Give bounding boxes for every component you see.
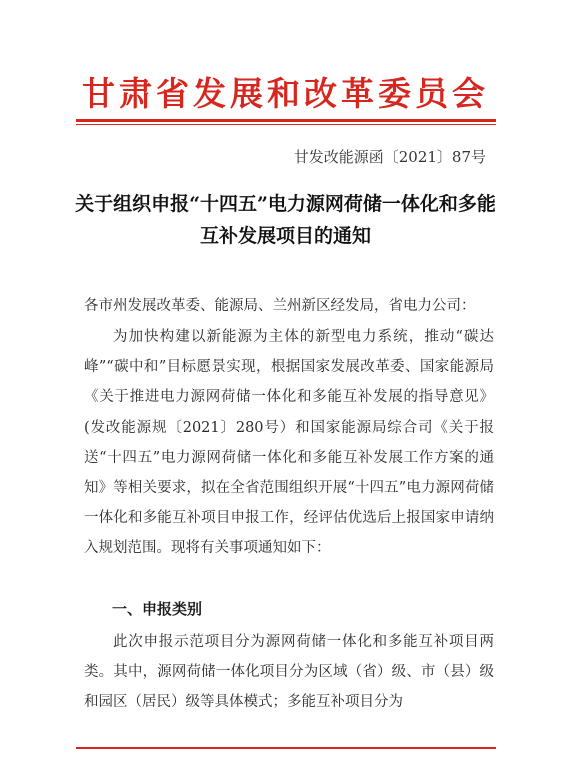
- body-paragraph-1: 为加快构建以新能源为主体的新型电力系统，推动“碳达峰”“碳中和”目标愿景实现，根据国家发展改革委、国家能源局《关于推进电力源网荷储一体化和多能互补发展的指导意见》(发改能源规〔2021〕280号）和国家能源局综合司《关于报送“十四五”电力源网荷储一体化和多能互补发展工作方案的通知》等相关要求，拟在全省范围组织开展“十四五”电力源网荷储一体化和多能互补项目申报工作，经评估优选后上报国家申请纳入规划范围。现将有关事项通知如下：: [84, 329, 494, 557]
- header-rule-thick: [76, 119, 496, 122]
- salutation: 各市州发展改革委、能源局、兰州新区经发局，省电力公司：: [84, 298, 476, 314]
- header-rule-thin: [76, 124, 496, 125]
- organization-header: 甘肃省发展和改革委员会: [82, 74, 489, 113]
- section-heading-1: 一、申报类别: [112, 600, 203, 618]
- document-title: 关于组织申报“十四五”电力源网荷储一体化和多能互补发展项目的通知: [75, 193, 496, 247]
- body-paragraph-2: 此次申报示范项目分为源网荷储一体化和多能互补项目两类。其中，源网荷储一体化项目分为区域（省）级、市（县）级和园区（居民）级等具体模式；多能互补项目分为: [84, 634, 494, 711]
- footer-rule: [76, 747, 496, 749]
- document-number: 甘发改能源函〔2021〕87号: [293, 148, 486, 166]
